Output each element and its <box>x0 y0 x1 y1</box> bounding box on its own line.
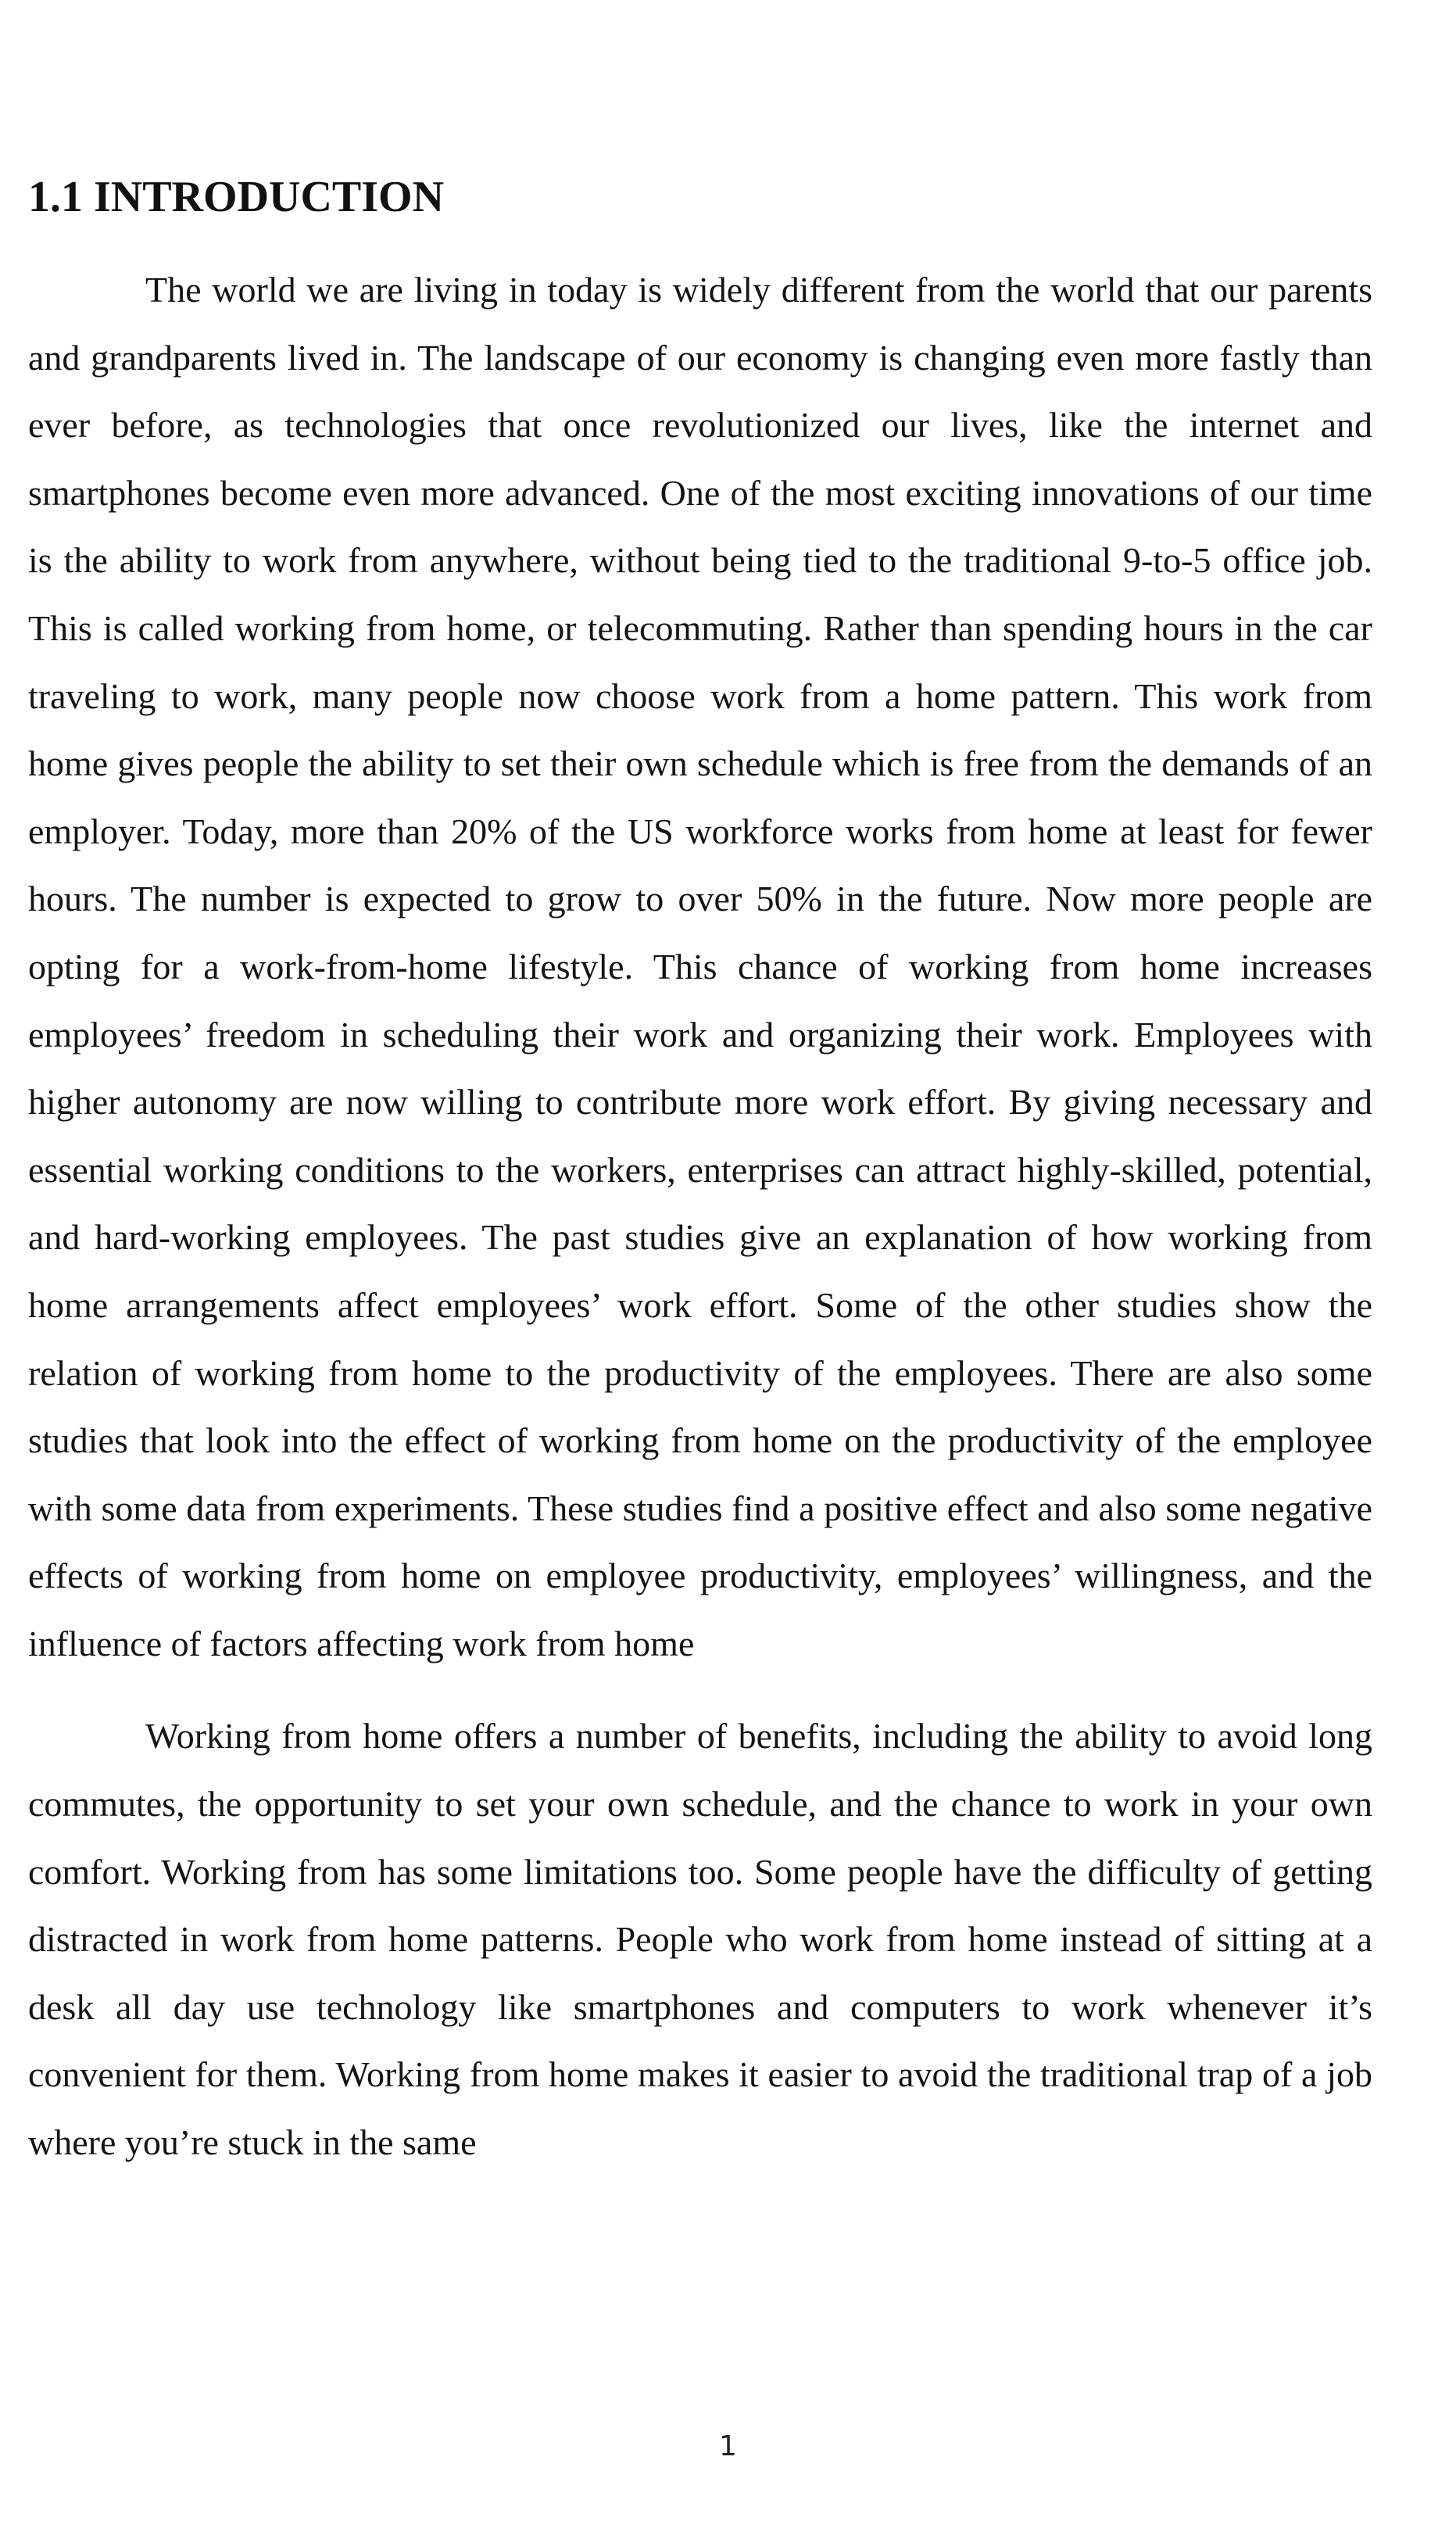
paragraph-1: The world we are living in today is widely different from the world that our parents and grandparents lived in. The landscape of our economy is changing even more fastly than ever before, as technologies that once revolutionized our lives, like the internet and smartphones become even more advanced. One of the most exciting innovations of our time is the ability to work from anywhere, without being tied to the traditional 9-to-5 office job. This is called working from home, or telecommuting. Rather than spending hours in the car traveling to work, many people now choose work from a home pattern. This work from home gives people the ability to set their own schedule which is free from the demands of an employer. Today, more than 20% of the US workforce works from home at least for fewer hours. The number is expected to grow to over 50% in the future. Now more people are opting for a work-from-home lifestyle. This chance of working from home increases employees’ freedom in scheduling their work and organizing their work. Employees with higher autonomy are now willing to contribute more work effort. By giving necessary and essential working conditions to the workers, enterprises can attract highly-skilled, potential, and hard-working employees. The past studies give an explanation of how working from home arrangements affect employees’ work effort. Some of the other studies show the relation of working from home to the productivity of the employees. There are also some studies that look into the effect of working from home on the productivity of the employee with some data from experiments. These studies find a positive effect and also some negative effects of working from home on employee productivity, employees’ willingness, and the influence of factors affecting work from home <box>28 270 1372 1663</box>
page-content <box>28 170 1372 2177</box>
paragraph-2: Working from home offers a number of benefits, including the ability to avoid long commutes, the opportunity to set your own schedule, and the chance to work in your own comfort. Working from has some limitations too. Some people have the difficulty of getting distracted in work from home patterns. People who work from home instead of sitting at a desk all day use technology like smartphones and computers to work whenever it’s convenient for them. Working from home makes it easier to avoid the traditional trap of a job where you’re stuck in the same <box>28 1716 1372 2163</box>
section-heading: 1.1 INTRODUCTION <box>28 173 445 221</box>
page-number: 1 <box>719 2430 737 2462</box>
